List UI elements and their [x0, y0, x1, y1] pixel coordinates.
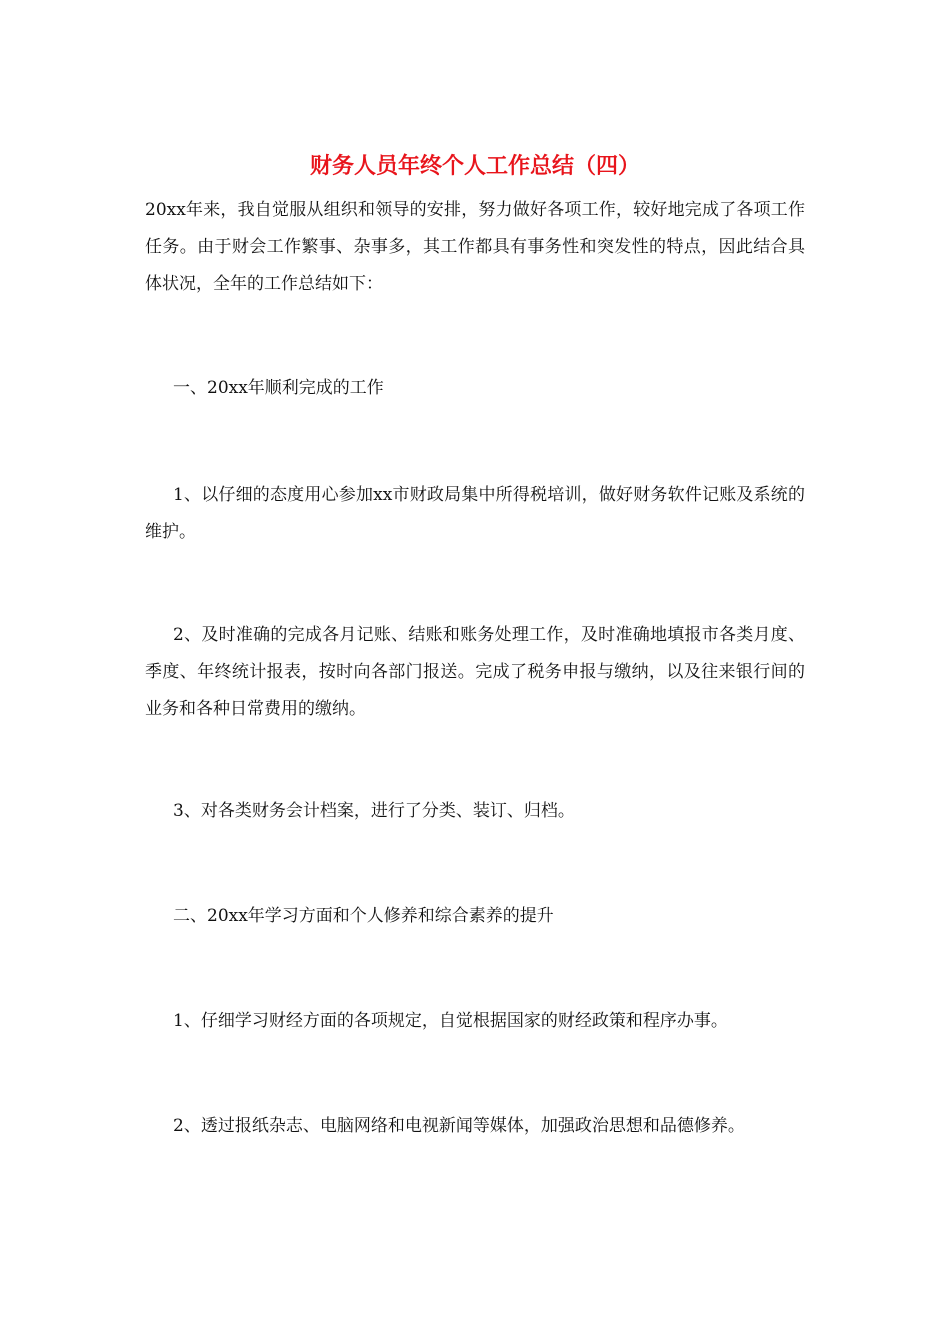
paragraph-item-1-3: 3、对各类财务会计档案，进行了分类、装订、归档。: [173, 801, 575, 821]
section-heading-1: 一、20xx年顺利完成的工作: [173, 378, 384, 398]
paragraph-item-2-2: 2、透过报纸杂志、电脑网络和电视新闻等媒体，加强政治思想和品德修养。: [173, 1116, 745, 1136]
intro-paragraph: 20xx年来，我自觉服从组织和领导的安排，努力做好各项工作，较好地完成了各项工作任务。由于财会工作繁事、杂事多，其工作都具有事务性和突发性的特点，因此结合具体状况，全年的工作总结如下：: [145, 200, 805, 294]
paragraph-item-1-2: 2、及时准确的完成各月记账、结账和账务处理工作，及时准确地填报市各类月度、季度、年终统计报表，按时向各部门报送。完成了税务申报与缴纳，以及往来银行间的业务和各种日常费用的缴纳。: [145, 625, 805, 719]
section-heading-2: 二、20xx年学习方面和个人修养和综合素养的提升: [173, 906, 554, 926]
paragraph-item-2-1: 1、仔细学习财经方面的各项规定，自觉根据国家的财经政策和程序办事。: [173, 1011, 728, 1031]
paragraph-item-1-1: 1、以仔细的态度用心参加xx市财政局集中所得税培训，做好财务软件记账及系统的维护。: [145, 485, 805, 542]
document-title: 财务人员年终个人工作总结（四）: [309, 154, 640, 179]
